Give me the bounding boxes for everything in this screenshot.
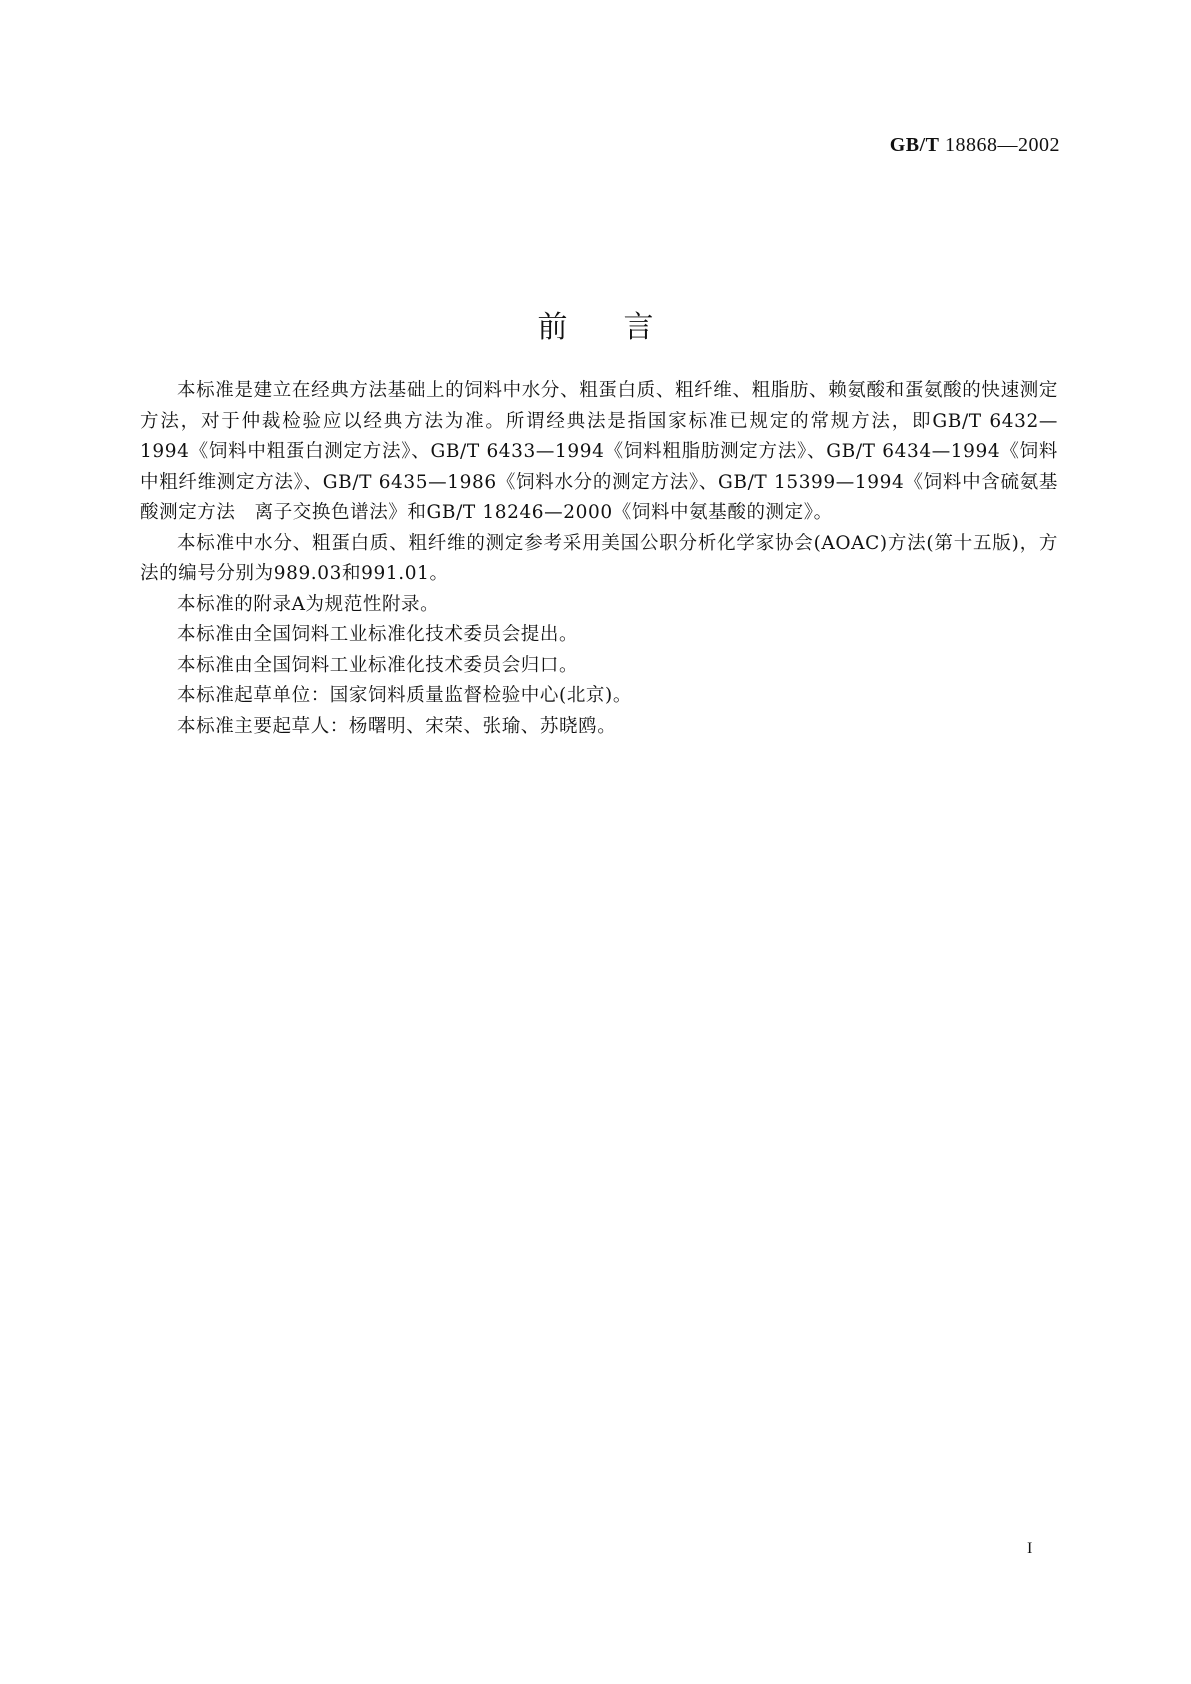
paragraph-appendix: 本标准的附录A为规范性附录。 <box>177 593 440 615</box>
standard-number: 18868—2002 <box>939 134 1060 156</box>
paragraph-administrator: 本标准由全国饲料工业标准化技术委员会归口。 <box>177 654 579 676</box>
paragraph-intro: 本标准是建立在经典方法基础上的饲料中水分、粗蛋白质、粗纤维、粗脂肪、赖氨酸和蛋氨酸的快速测定方法，对于仲裁检验应以经典方法为准。所谓经典法是指国家标准已规定的常规方法，即GB/T 6432—1994《饲料中粗蛋白测定方法》、GB/T 6433—1994《饲料粗脂肪测定方法》、GB/T 6434—1994《饲料中粗纤维测定方法》、GB/T 6435—1986《饲料水分的测定方法》、GB/T 15399—1994《饲料中含硫氨基酸测定方法 离子交换色谱法》和GB/T 18246—2000《饲料中氨基酸的测定》。 <box>140 380 1058 523</box>
standard-prefix: GB/T <box>889 134 940 156</box>
paragraph-proposer: 本标准由全国饲料工业标准化技术委员会提出。 <box>177 624 579 645</box>
foreword-body <box>140 376 1058 742</box>
paragraph-drafters: 本标准主要起草人：杨曙明、宋荣、张瑜、苏晓鸥。 <box>177 715 617 737</box>
paragraph-drafting-unit: 本标准起草单位：国家饲料质量监督检验中心(北京)。 <box>177 685 632 706</box>
page-title: 前言 <box>537 310 710 346</box>
page-number: I <box>1027 1540 1033 1557</box>
paragraph-aoac: 本标准中水分、粗蛋白质、粗纤维的测定参考采用美国公职分析化学家协会(AOAC)方法(第十五版)，方法的编号分别为989.03和991.01。 <box>140 532 1058 584</box>
standard-code <box>890 134 1060 157</box>
